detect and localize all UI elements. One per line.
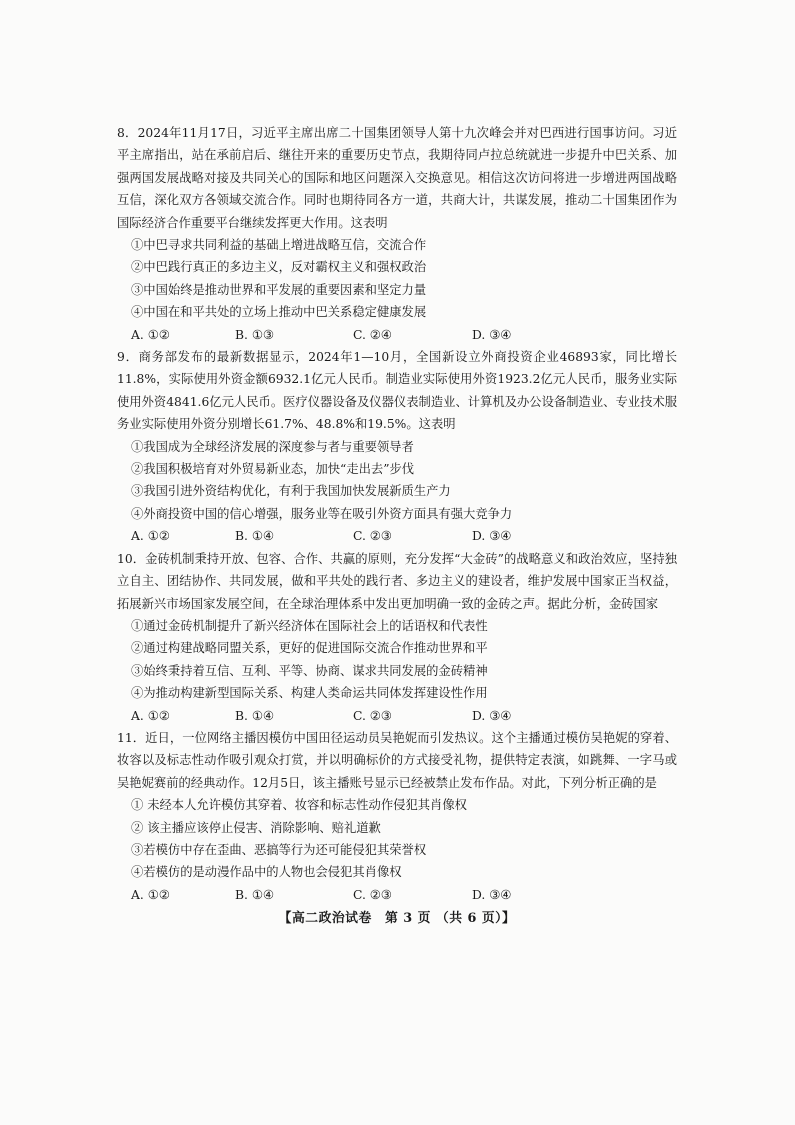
answer-options	[131, 525, 677, 547]
option-d: D. ③④	[472, 529, 512, 544]
question-stem: 10．金砖机制秉持开放、包容、合作、共赢的原则，充分发挥“大金砖”的战略意义和政治效应，坚持独立自主、团结协作、共同发展，做和平共处的践行者、多边主义的建设者，维护发展中国家正当权益，拓展新兴市场国家发展空间，在全球治理体系中发出更加明确一致的金砖之声。据此分析，金砖国家	[117, 551, 677, 611]
statement-3: ③若模仿中存在歪曲、恶搞等行为还可能侵犯其荣誉权	[131, 842, 427, 857]
option-a: A. ①②	[131, 708, 170, 723]
answer-options	[131, 884, 677, 906]
option-a: A. ①②	[131, 327, 170, 342]
statement-1: ①通过金砖机制提升了新兴经济体在国际社会上的话语权和代表性	[131, 618, 488, 633]
statement-2: ② 该主播应该停止侵害、消除影响、赔礼道歉	[131, 820, 381, 835]
statement-4: ④中国在和平共处的立场上推动中巴关系稳定健康发展	[131, 305, 427, 320]
statement-4: ④为推动构建新型国际关系、构建人类命运共同体发挥建设性作用	[131, 686, 488, 701]
statement-2: ②中巴践行真正的多边主义，反对霸权主义和强权政治	[131, 260, 427, 275]
statement-4: ④外商投资中国的信心增强，服务业等在吸引外资方面具有强大竞争力	[131, 506, 513, 521]
answer-options	[131, 324, 677, 346]
question-stem: 8．2024年11月17日，习近平主席出席二十国集团领导人第十九次峰会并对巴西进行国事访问。习近平主席指出，站在承前启后、继往开来的重要历史节点，我期待同卢拉总统就进一步提升中巴关系、加强两国发展战略对接及共同关心的国际和地区问题深入交换意见。相信这次访问将进一步增进两国战略互信，深化双方各领域交流合作。同时也期待同各方一道，共商大计，共谋发展，推动二十国集团作为国际经济合作重要平台继续发挥更大作用。这表明	[117, 126, 677, 230]
page-content	[117, 122, 677, 931]
statement-2: ②我国积极培育对外贸易新业态，加快“走出去”步伐	[131, 462, 415, 477]
statement-3: ③我国引进外资结构优化，有利于我国加快发展新质生产力	[131, 484, 451, 499]
question-9	[117, 346, 677, 548]
statement-3: ③始终秉持着互信、互利、平等、协商、谋求共同发展的金砖精神	[131, 663, 488, 678]
option-c: C. ②④	[353, 327, 392, 342]
question-11	[117, 727, 677, 906]
option-c: C. ②③	[353, 887, 392, 902]
option-d: D. ③④	[472, 327, 512, 342]
page-footer: 【高二政治试卷 第 3 页 （共 6 页）】	[278, 911, 516, 927]
statement-1: ① 未经本人允许模仿其穿着、妆容和标志性动作侵犯其肖像权	[131, 798, 467, 813]
option-b: B. ①③	[235, 327, 274, 342]
question-8	[117, 122, 677, 346]
option-d: D. ③④	[472, 887, 512, 902]
option-a: A. ①②	[131, 529, 170, 544]
option-c: C. ②③	[353, 529, 392, 544]
statement-1: ①中巴寻求共同利益的基础上增进战略互信，交流合作	[131, 238, 427, 253]
question-10	[117, 548, 677, 727]
question-stem: 9．商务部发布的最新数据显示，2024年1—10月，全国新设立外商投资企业46893家，同比增长11.8%，实际使用外资金额6932.1亿元人民币。制造业实际使用外资1923.2亿元人民币，服务业实际使用外资4841.6亿元人民币。医疗仪器设备及仪器仪表制造业、计算机及办公设备制造业、专业技术服务业实际使用外资分别增长61.7%、48.8%和19.5%。这表明	[117, 350, 677, 432]
option-b: B. ①④	[235, 529, 274, 544]
statement-4: ④若模仿的是动漫作品中的人物也会侵犯其肖像权	[131, 865, 402, 880]
option-c: C. ②③	[353, 708, 392, 723]
statement-1: ①我国成为全球经济发展的深度参与者与重要领导者	[131, 439, 414, 454]
option-b: B. ①④	[235, 887, 274, 902]
answer-options	[131, 705, 677, 727]
statement-2: ②通过构建战略同盟关系，更好的促进国际交流合作推动世界和平	[131, 641, 488, 656]
question-stem: 11．近日，一位网络主播因模仿中国田径运动员吴艳妮而引发热议。这个主播通过模仿吴艳妮的穿着、妆容以及标志性动作吸引观众打赏，并以明确标价的方式接受礼物，提供特定表演，如跳舞、一字马或吴艳妮赛前的经典动作。12月5日，该主播账号显示已经被禁止发布作品。对此，下列分析正确的是	[117, 730, 677, 790]
statement-3: ③中国始终是推动世界和平发展的重要因素和坚定力量	[131, 282, 427, 297]
option-d: D. ③④	[472, 708, 512, 723]
option-a: A. ①②	[131, 887, 170, 902]
option-b: B. ①④	[235, 708, 274, 723]
